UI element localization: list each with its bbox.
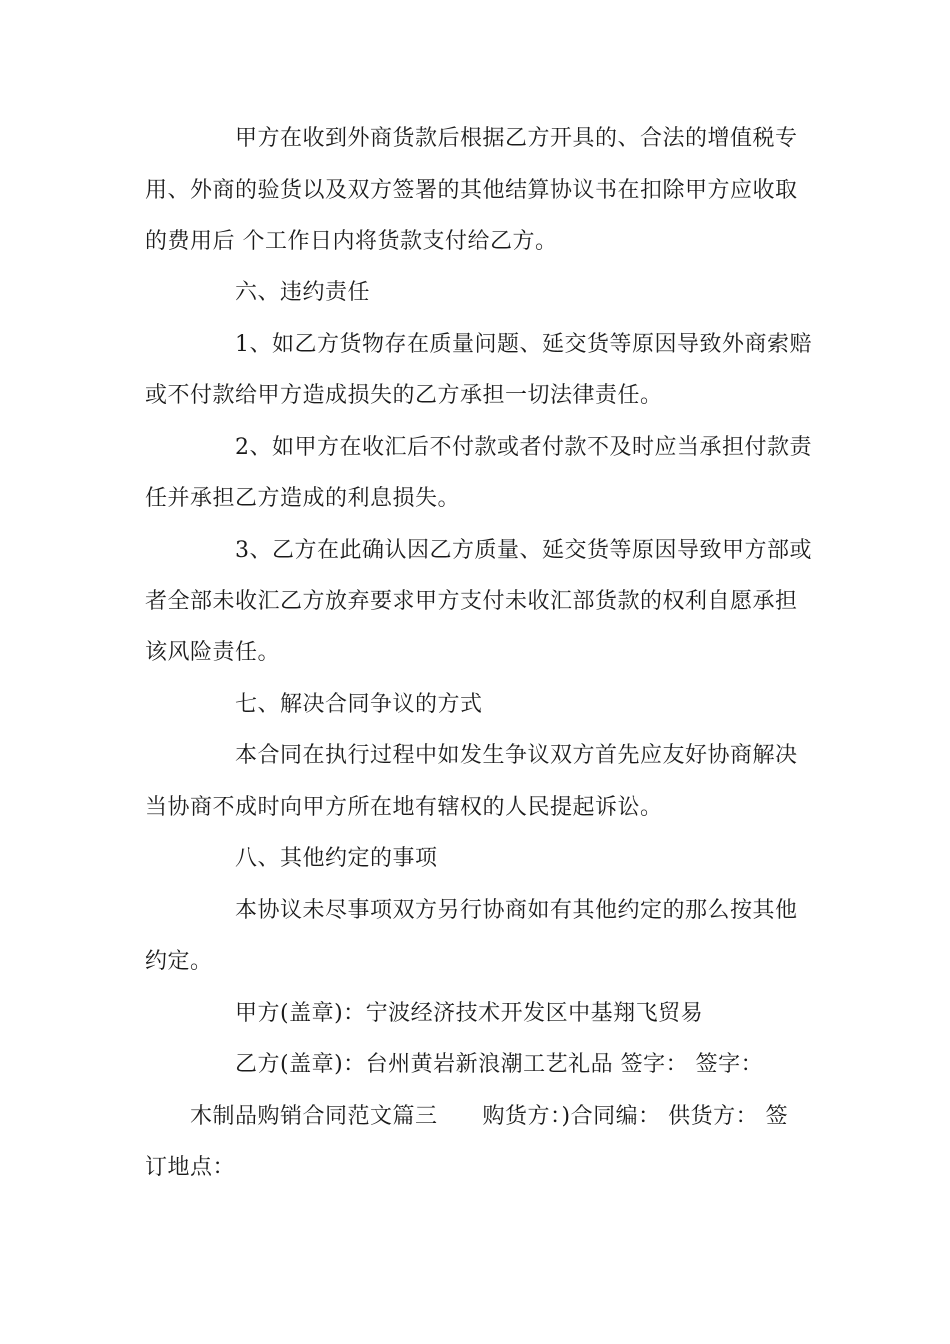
party-a-signature-line: 甲方(盖章)：宁波经济技术开发区中基翔飞贸易 xyxy=(235,1001,704,1026)
section-heading: 六、违约责任 xyxy=(235,280,371,305)
clause-line: 者全部未收汇乙方放弃要求甲方支付未收汇部货款的权利自愿承担 xyxy=(145,589,798,614)
clause-line: 2、如甲方在收汇后不付款或者付款不及时应当承担付款责 xyxy=(235,435,812,460)
party-b-signature-line: 乙方(盖章)：台州黄岩新浪潮工艺礼品 签字： 签字： xyxy=(235,1052,764,1077)
clause-line: 任并承担乙方造成的利息损失。 xyxy=(145,486,461,511)
clause-line: 1、如乙方货物存在质量问题、延交货等原因导致外商索赔 xyxy=(235,332,812,357)
paragraph-line: 本协议未尽事项双方另行协商如有其他约定的那么按其他 xyxy=(235,898,798,923)
paragraph-line: 本合同在执行过程中如发生争议双方首先应友好协商解决 xyxy=(235,743,798,768)
section-heading: 七、解决合同争议的方式 xyxy=(235,692,483,717)
clause-line: 该风险责任。 xyxy=(145,640,281,665)
paragraph-line: 甲方在收到外商货款后根据乙方开具的、合法的增值税专 xyxy=(235,126,798,151)
paragraph-line: 订地点： xyxy=(145,1155,236,1180)
clause-line: 3、乙方在此确认因乙方质量、延交货等原因导致甲方部或 xyxy=(235,538,812,563)
paragraph-line: 约定。 xyxy=(145,949,213,974)
next-contract-heading: 木制品购销合同范文篇三 购货方：)合同编： 供货方： 签 xyxy=(190,1104,789,1129)
paragraph-line: 的费用后 个工作日内将货款支付给乙方。 xyxy=(145,229,558,254)
section-heading: 八、其他约定的事项 xyxy=(235,846,438,871)
paragraph-line: 用、外商的验货以及双方签署的其他结算协议书在扣除甲方应收取 xyxy=(145,178,798,203)
paragraph-line: 当协商不成时向甲方所在地有辖权的人民提起诉讼。 xyxy=(145,795,663,820)
clause-line: 或不付款给甲方造成损失的乙方承担一切法律责任。 xyxy=(145,383,663,408)
